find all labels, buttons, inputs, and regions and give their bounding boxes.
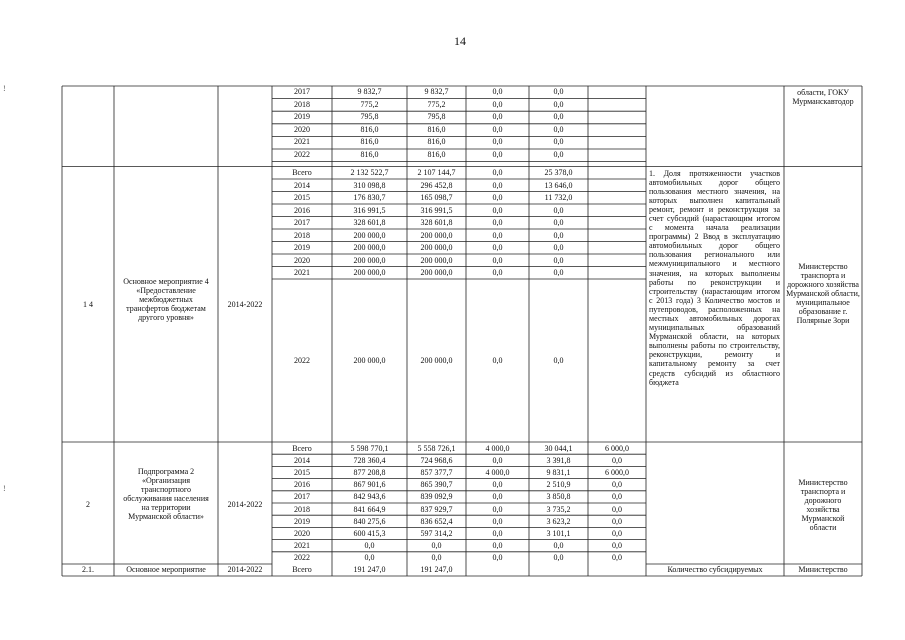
federal-budget-cell: 328 601,8 xyxy=(420,218,453,228)
federal-budget-cell: 724 968,6 xyxy=(420,455,453,465)
total-cell: 867 901,6 xyxy=(353,480,386,490)
other-funds-cell: 0,0 xyxy=(612,553,622,563)
measure-name-cell: Основное мероприятие 4 «Предоставление межбюджетных трансфертов бюджетам другого уровня» xyxy=(123,277,209,322)
federal-budget-cell: 5 558 726,1 xyxy=(417,443,456,453)
municipal-budget-cell: 0,0 xyxy=(492,529,503,538)
total-cell: 840 275,6 xyxy=(353,516,386,526)
other-funds-cell: 0,0 xyxy=(612,516,622,526)
federal-budget-cell: 200 000,0 xyxy=(420,255,453,265)
federal-budget-cell: 296 452,8 xyxy=(420,180,453,190)
total-cell: 816,0 xyxy=(360,124,379,134)
municipal-budget-cell: 0,0 xyxy=(492,255,503,265)
municipal-budget-cell: 0,0 xyxy=(492,124,503,134)
total-cell: 877 208,8 xyxy=(353,468,386,477)
total-cell: 328 601,8 xyxy=(353,218,386,228)
other-funds-cell: 0,0 xyxy=(612,541,622,551)
municipal-budget-cell: 0,0 xyxy=(492,230,503,240)
municipal-budget-cell: 0,0 xyxy=(492,112,503,122)
extra-funds-cell: 0,0 xyxy=(553,87,564,96)
extra-funds-cell: 13 646,0 xyxy=(544,180,573,190)
municipal-budget-cell: 0,0 xyxy=(492,492,503,502)
total-cell: 775,2 xyxy=(360,99,379,109)
federal-budget-cell: 865 390,7 xyxy=(420,480,453,490)
municipal-budget-cell: 0,0 xyxy=(492,480,503,490)
federal-budget-cell: 816,0 xyxy=(427,124,446,134)
row-number-cell: 2 xyxy=(86,500,90,509)
extra-funds-cell: 0,0 xyxy=(553,268,564,278)
total-cell: 200 000,0 xyxy=(353,230,386,240)
extra-funds-cell: 0,0 xyxy=(553,553,564,563)
other-funds-cell: 0,0 xyxy=(612,504,622,514)
total-cell: 200 000,0 xyxy=(353,255,386,265)
extra-funds-cell: 30 044,1 xyxy=(544,443,573,453)
other-funds-cell: 6 000,0 xyxy=(605,468,629,477)
federal-budget-cell: 2 107 144,7 xyxy=(417,168,456,178)
federal-budget-cell: 816,0 xyxy=(427,150,446,159)
extra-funds-cell: 0,0 xyxy=(553,243,564,253)
federal-budget-cell: 857 377,7 xyxy=(420,468,453,477)
federal-budget-cell: 200 000,0 xyxy=(420,243,453,253)
extra-funds-cell: 3 623,2 xyxy=(546,516,571,526)
other-funds-cell: 0,0 xyxy=(612,480,622,490)
year-cell: 2017 xyxy=(294,87,310,96)
municipal-budget-cell: 4 000,0 xyxy=(485,443,510,453)
federal-budget-cell: 775,2 xyxy=(427,99,446,109)
page-number: 14 xyxy=(454,34,466,48)
other-funds-cell: 6 000,0 xyxy=(605,443,629,453)
federal-budget-cell: 837 929,7 xyxy=(420,504,453,514)
extra-funds-cell: 3 850,8 xyxy=(546,492,571,502)
indicators-cell: 1. Доля протяженности участков автомобильных дорог общего пользования местного значения, на которых выполнен капитальный ремонт, ремонт и реконструкция за счет субсидий (нарастающим итогом с момента начала реализации программы) 2 Ввод в эксплуатацию автомобильных дорог общего пользования регионального или межмуниципального и местного значения, на которых выполнены работы по реконструкции и строительству (нарастающим итогом с 2013 года) 3 Количество мостов и путепроводов, расположенных на местных автомобильных дорогах муниципальных образований Мурманской области, на которых выполнены работы по строительству, реконструкции, ремонту и капитальному ремонту за счет средств субсидий из областного бюджета xyxy=(649,168,780,387)
extra-funds-cell: 0,0 xyxy=(553,112,564,122)
extra-funds-cell: 2 510,9 xyxy=(546,480,571,490)
federal-budget-cell: 200 000,0 xyxy=(420,230,453,240)
executor-cell: Министерство xyxy=(798,565,848,574)
year-cell: 2020 xyxy=(294,529,310,538)
municipal-budget-cell: 0,0 xyxy=(492,516,503,526)
executor-cell: области, ГОКУ Мурманскавтодор xyxy=(792,88,854,106)
total-cell: 728 360,4 xyxy=(353,455,386,465)
period-cell: 2014-2022 xyxy=(227,565,263,574)
year-cell: 2022 xyxy=(294,356,310,365)
year-cell: 2020 xyxy=(294,255,310,265)
total-cell: 842 943,6 xyxy=(353,492,386,502)
total-cell: 816,0 xyxy=(360,150,379,159)
total-cell: 600 415,3 xyxy=(353,529,386,538)
year-cell: 2022 xyxy=(294,150,310,159)
extra-funds-cell: 0,0 xyxy=(553,218,564,228)
row-number-cell: 2.1. xyxy=(82,565,94,574)
municipal-budget-cell: 0,0 xyxy=(492,137,503,147)
municipal-budget-cell: 0,0 xyxy=(492,455,503,465)
municipal-budget-cell: 0,0 xyxy=(492,99,503,109)
federal-budget-cell: 200 000,0 xyxy=(420,268,453,278)
total-cell: 795,8 xyxy=(360,112,379,122)
total-cell: 200 000,0 xyxy=(353,268,386,278)
extra-funds-cell: 0,0 xyxy=(553,99,564,109)
municipal-budget-cell: 0,0 xyxy=(492,268,503,278)
year-cell: 2020 xyxy=(294,124,310,134)
other-funds-cell: 0,0 xyxy=(612,529,622,538)
total-cell: 200 000,0 xyxy=(353,356,386,365)
period-cell: 2014-2022 xyxy=(227,500,263,509)
federal-budget-cell: 9 832,7 xyxy=(424,87,449,96)
other-funds-cell: 0,0 xyxy=(612,455,622,465)
year-cell: 2021 xyxy=(294,268,310,278)
municipal-budget-cell: 0,0 xyxy=(492,205,503,215)
year-cell: Всего xyxy=(292,565,312,574)
extra-funds-cell: 0,0 xyxy=(553,230,564,240)
year-cell: 2014 xyxy=(294,455,310,465)
year-cell: Всего xyxy=(292,443,312,453)
row-number-cell: 1 4 xyxy=(83,300,93,309)
total-cell: 5 598 770,1 xyxy=(350,443,389,453)
extra-funds-cell: 0,0 xyxy=(553,137,564,147)
total-cell: 816,0 xyxy=(360,137,379,147)
year-cell: 2018 xyxy=(294,99,310,109)
federal-budget-cell: 816,0 xyxy=(427,137,446,147)
total-cell: 2 132 522,7 xyxy=(350,168,389,178)
year-cell: 2015 xyxy=(294,193,310,203)
municipal-budget-cell: 0,0 xyxy=(492,193,503,203)
municipal-budget-cell: 0,0 xyxy=(492,150,503,159)
extra-funds-cell: 25 378,0 xyxy=(544,168,573,178)
municipal-budget-cell: 0,0 xyxy=(492,504,503,514)
federal-budget-cell: 836 652,4 xyxy=(420,516,453,526)
municipal-budget-cell: 0,0 xyxy=(492,168,503,178)
year-cell: 2019 xyxy=(294,112,310,122)
municipal-budget-cell: 0,0 xyxy=(492,87,503,96)
subprogram-name-cell: Подпрограмма 2 «Организация транспортного обслуживания населения на территории Мурманской области» xyxy=(123,467,209,521)
total-cell: 310 098,8 xyxy=(353,180,386,190)
year-cell: 2017 xyxy=(294,218,310,228)
year-cell: 2016 xyxy=(294,480,310,490)
year-cell: 2015 xyxy=(294,468,310,477)
measure-name-cell: Основное мероприятие xyxy=(126,565,206,574)
year-cell: 2019 xyxy=(294,516,310,526)
federal-budget-cell: 191 247,0 xyxy=(420,565,453,574)
total-cell: 191 247,0 xyxy=(353,565,386,574)
total-cell: 316 991,5 xyxy=(353,205,386,215)
year-cell: 2018 xyxy=(294,230,310,240)
year-cell: 2019 xyxy=(294,243,310,253)
federal-budget-cell: 165 098,7 xyxy=(420,193,453,203)
federal-budget-cell: 597 314,2 xyxy=(420,529,453,538)
extra-funds-cell: 9 831,1 xyxy=(546,468,571,477)
total-cell: 9 832,7 xyxy=(357,87,382,96)
executor-cell: Министерство транспорта и дорожного хозяйства Мурманской области xyxy=(798,478,848,532)
municipal-budget-cell: 4 000,0 xyxy=(485,468,510,477)
federal-budget-cell: 839 092,9 xyxy=(420,492,453,502)
municipal-budget-cell: 0,0 xyxy=(492,553,503,563)
federal-budget-cell: 200 000,0 xyxy=(420,356,453,365)
margin-mark: ! xyxy=(3,484,6,493)
municipal-budget-cell: 0,0 xyxy=(492,541,503,551)
year-cell: 2016 xyxy=(294,205,310,215)
year-cell: 2022 xyxy=(294,553,310,563)
municipal-budget-cell: 0,0 xyxy=(492,356,503,365)
executor-cell: Министерство транспорта и дорожного хозяйства Мурманской области, муниципальное образование г. Полярные Зори xyxy=(786,262,860,325)
extra-funds-cell: 3 101,1 xyxy=(546,529,571,538)
federal-budget-cell: 0,0 xyxy=(431,541,442,551)
other-funds-cell: 0,0 xyxy=(612,492,622,502)
margin-mark: ! xyxy=(3,84,6,93)
municipal-budget-cell: 0,0 xyxy=(492,243,503,253)
extra-funds-cell: 0,0 xyxy=(553,255,564,265)
extra-funds-cell: 0,0 xyxy=(553,356,564,365)
year-cell: 2014 xyxy=(294,180,310,190)
municipal-budget-cell: 0,0 xyxy=(492,218,503,228)
year-cell: 2018 xyxy=(294,504,310,514)
total-cell: 841 664,9 xyxy=(353,504,386,514)
federal-budget-cell: 795,8 xyxy=(427,112,446,122)
year-cell: 2021 xyxy=(294,541,310,551)
extra-funds-cell: 11 732,0 xyxy=(544,193,573,203)
extra-funds-cell: 3 391,8 xyxy=(546,455,571,465)
extra-funds-cell: 3 735,2 xyxy=(546,504,571,514)
extra-funds-cell: 0,0 xyxy=(553,205,564,215)
period-cell: 2014-2022 xyxy=(227,300,263,309)
year-cell: Всего xyxy=(292,168,312,178)
total-cell: 0,0 xyxy=(364,541,375,551)
year-cell: 2017 xyxy=(294,492,310,502)
federal-budget-cell: 0,0 xyxy=(431,553,442,563)
extra-funds-cell: 0,0 xyxy=(553,150,564,159)
total-cell: 200 000,0 xyxy=(353,243,386,253)
extra-funds-cell: 0,0 xyxy=(553,541,564,551)
total-cell: 176 830,7 xyxy=(353,193,386,203)
municipal-budget-cell: 0,0 xyxy=(492,180,503,190)
federal-budget-cell: 316 991,5 xyxy=(420,205,453,215)
extra-funds-cell: 0,0 xyxy=(553,124,564,134)
total-cell: 0,0 xyxy=(364,553,375,563)
indicators-cell: Количество субсидируемых xyxy=(667,565,763,574)
year-cell: 2021 xyxy=(294,137,310,147)
